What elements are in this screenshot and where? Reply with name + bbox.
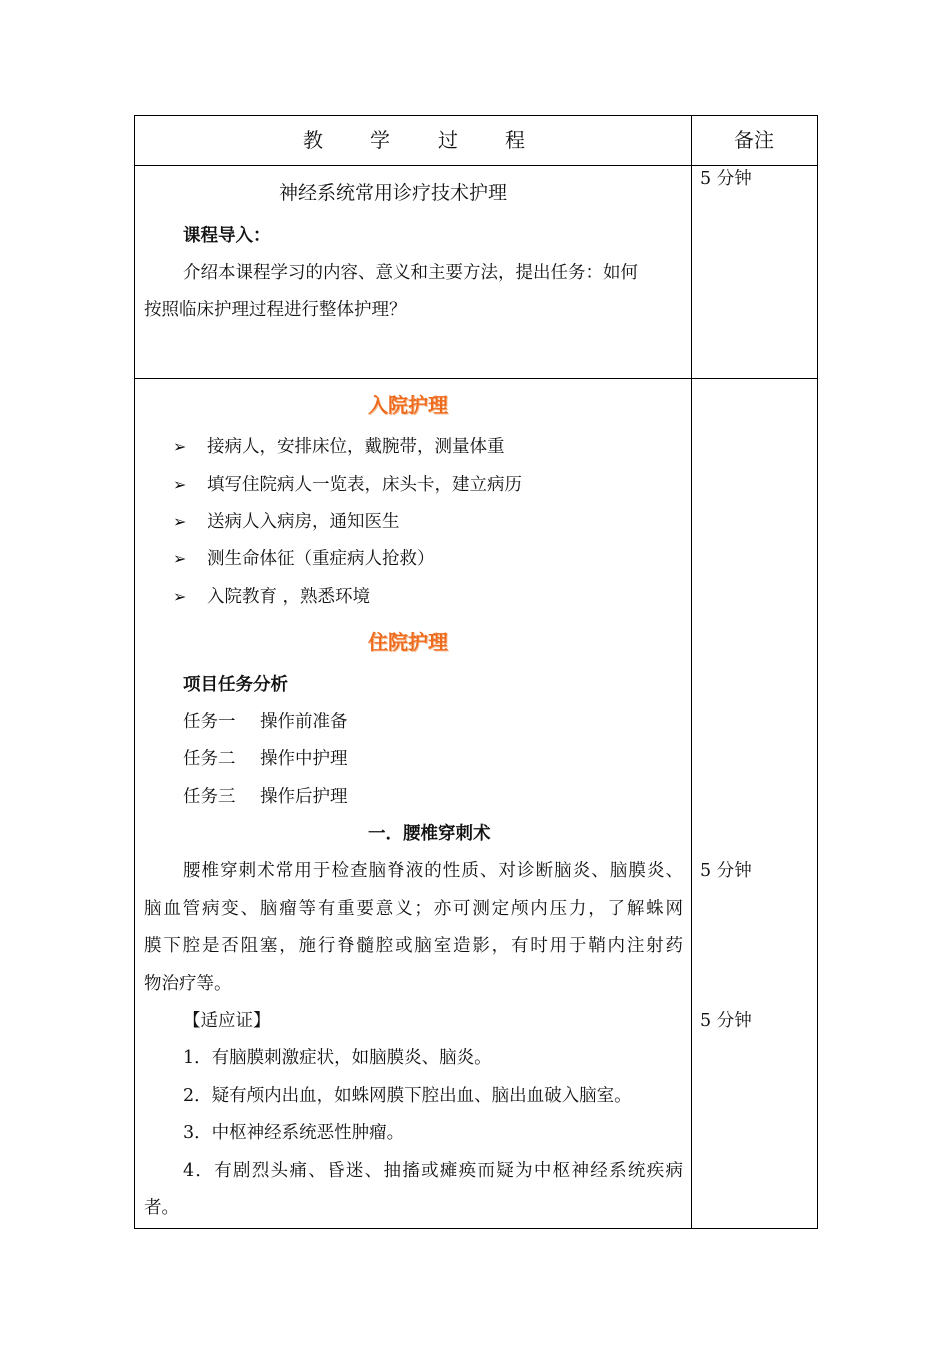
admission-item: 填写住院病人一览表，床头卡，建立病历 xyxy=(207,475,522,495)
arrow-bullet-icon: ➢ xyxy=(173,549,187,568)
task-name: 操作前准备 xyxy=(260,712,348,732)
arrow-bullet-icon: ➢ xyxy=(173,475,187,494)
intro-text-line-2: 按照临床护理过程进行整体护理？ xyxy=(144,300,407,320)
indication-item: 3．中枢神经系统恶性肿瘤。 xyxy=(183,1123,405,1143)
header-divider xyxy=(135,165,817,166)
task-name: 操作后护理 xyxy=(260,787,348,807)
lesson-title: 神经系统常用诊疗技术护理 xyxy=(279,182,508,204)
admission-item: 入院教育 ，熟悉环境 xyxy=(207,587,371,607)
lumbar-puncture-text-line: 物治疗等。 xyxy=(144,974,232,994)
admission-item: 测生命体征（重症病人抢救） xyxy=(207,549,435,569)
time-note-1: 5 分钟 xyxy=(700,169,752,189)
inpatient-title: 住院护理 xyxy=(368,630,448,654)
indication-item: 1．有脑膜刺激症状，如脑膜炎、脑炎。 xyxy=(183,1048,492,1068)
task-number: 任务三 xyxy=(183,787,236,807)
header-process-char-1: 教 xyxy=(303,128,323,152)
section-divider xyxy=(135,378,817,379)
task-name: 操作中护理 xyxy=(260,749,348,769)
indications-label: 【适应证】 xyxy=(183,1011,271,1031)
intro-label: 课程导入： xyxy=(183,226,271,246)
arrow-bullet-icon: ➢ xyxy=(173,512,187,531)
header-notes: 备注 xyxy=(734,128,774,152)
task-analysis-label: 项目任务分析 xyxy=(183,675,288,695)
lumbar-puncture-title: 一．腰椎穿刺术 xyxy=(368,824,491,844)
column-divider xyxy=(691,116,692,1228)
header-process-char-4: 程 xyxy=(505,128,525,152)
task-number: 任务二 xyxy=(183,749,236,769)
lumbar-puncture-text-line: 脑血管病变、脑瘤等有重要意义；亦可测定颅内压力，了解蛛网 xyxy=(144,899,683,919)
admission-item: 送病人入病房，通知医生 xyxy=(207,512,400,532)
lumbar-puncture-text-line: 膜下腔是否阻塞，施行脊髓腔或脑室造影，有时用于鞘内注射药 xyxy=(144,936,683,956)
indication-item: 4．有剧烈头痛、昏迷、抽搐或瘫痪而疑为中枢神经系统疾病 xyxy=(183,1161,683,1181)
arrow-bullet-icon: ➢ xyxy=(173,437,187,456)
indication-item-continued: 者。 xyxy=(144,1198,179,1218)
indication-item: 2．疑有颅内出血，如蛛网膜下腔出血、脑出血破入脑室。 xyxy=(183,1086,632,1106)
task-number: 任务一 xyxy=(183,712,236,732)
arrow-bullet-icon: ➢ xyxy=(173,587,187,606)
header-process-char-2: 学 xyxy=(370,128,390,152)
admission-title: 入院护理 xyxy=(368,393,448,417)
intro-text-line-1: 介绍本课程学习的内容、意义和主要方法，提出任务：如何 xyxy=(183,263,638,283)
time-note-2: 5 分钟 xyxy=(700,861,752,881)
header-process-char-3: 过 xyxy=(438,128,458,152)
time-note-3: 5 分钟 xyxy=(700,1011,752,1031)
admission-item: 接病人，安排床位，戴腕带，测量体重 xyxy=(207,437,505,457)
lumbar-puncture-text-line: 腰椎穿刺术常用于检查脑脊液的性质、对诊断脑炎、脑膜炎、 xyxy=(183,861,683,881)
